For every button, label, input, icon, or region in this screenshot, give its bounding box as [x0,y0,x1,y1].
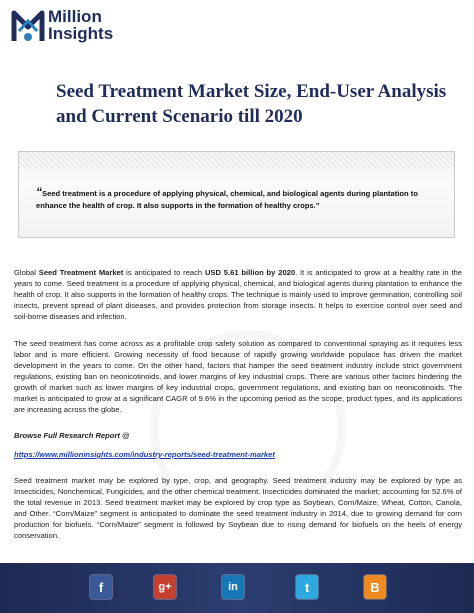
market-name: Seed Treatment Market [38,268,124,277]
report-link[interactable]: https://www.millioninsights.com/industry-reports/seed-treatment-market [14,450,275,459]
intro-text-2: is anticipated to reach [123,268,205,277]
logo-mark-icon [10,7,46,45]
pull-quote [36,186,446,212]
segmentation-paragraph: Seed treatment market may be explored by type, crop, and geography. Seed treatment industry may be explored by type as Insecticides, Nonchemical, Fungicides, and the other chemical treatment. Insecticides dominated the market; accounting for 52.6% of the total revenue in 2013. Seed treatment market may be explored by crop type as Soybean, Corn/Maize, Wheat, Cotton, Canola, and Other. “Corn/Maize” segment is anticipated to dominate the seed treatment industry in 2014, due to growing demand for corn production for biofuels. “Corn/Maize” segment is followed by Soybean due to rising demand for biofuels on the heels of energy conservation. [14,476,462,540]
million-insights-logo [10,6,150,46]
market-value: USD 5.61 billion by 2020 [204,268,296,277]
pull-quote-text: Seed treatment is a procedure of applying physical, chemical, and biological agents during plantation to enhance the health of crop. It also supports in the formation of healthy crops. [36,189,418,210]
twitter-icon[interactable]: t [296,575,318,599]
browse-report-label: Browse Full Research Report @ [14,431,130,440]
google-plus-icon[interactable]: g+ [154,575,176,599]
blogger-icon[interactable]: B [364,575,386,599]
logo-line-2: Insights [48,24,114,43]
linkedin-icon[interactable]: in [222,575,244,599]
logo-line-1: Million [48,7,102,26]
intro-paragraph [14,267,462,322]
quote-box-texture [19,152,454,168]
intro-text-1: Global [14,268,39,277]
logo-text [48,8,113,42]
page-title: Seed Treatment Market Size, End-User Analysis and Current Scenario till 2020 [56,81,447,127]
intro-text-3: . It is anticipated to grow at a healthy rate in the years to come. Seed treatment is a procedure of applying physical, chemical, and biological agents during plantation to enhance the health of crop. It also supports in the formation of healthy crops. The technique is mainly used to improve germination, controlling soil insects, prevent spread of plant diseases, and provides protection from storage insects. It helps to exercise control over seed and soil-borne diseases and infection. [14,268,462,321]
quote-close-mark: ” [315,201,320,210]
quote-open-mark: “ [36,185,42,199]
market-drivers-paragraph: The seed treatment has come across as a profitable crop safety solution as compared to conventional spraying as it requires less labor and is more efficient. Growing necessity of food because of rapidly growing worldwide populace has driven the market development in the years to come. On the other hand, factors that hamper the seed treatment industry include strict government regulations, existing ban on neonicotinoids, and lower margins of key industrial crops. There are various other factors hindering the growth of market such as lower margins of key industrial crops, government regulations, and existing ban on neonicotinoids. The market is anticipated to grow at a significant CAGR of 9.6% in the upcoming period as the scope, product types, and its applications are increasing across the globe. [14,339,462,414]
facebook-icon[interactable]: f [90,575,112,599]
